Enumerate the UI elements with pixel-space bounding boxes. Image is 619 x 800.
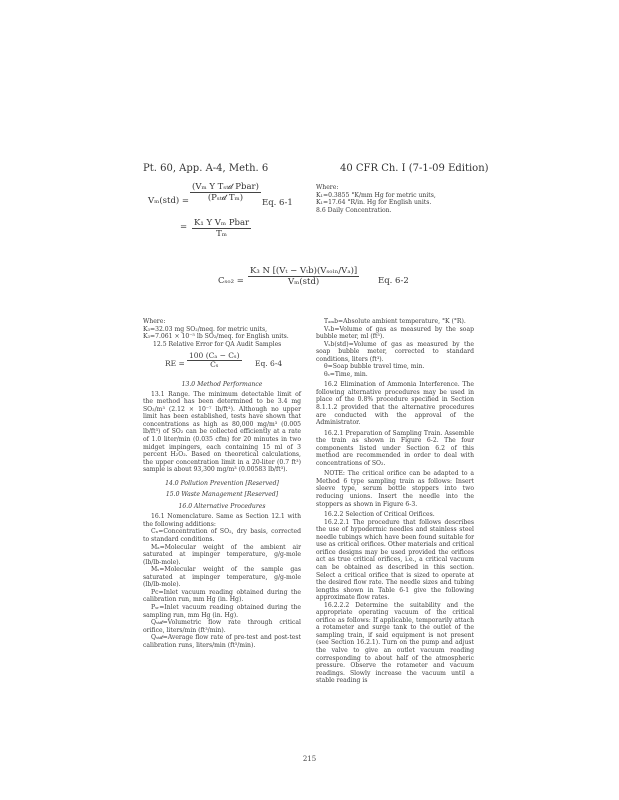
eq-6-2-num: K₃ N [(Vₜ − Vₜb)(Vₛₒₗₙ/Vₐ)] [250, 266, 358, 276]
eq-6-1-fraction-1 [190, 182, 261, 203]
section-16-heading: 16.0 Alternative Procedures [178, 502, 266, 510]
page-number: 215 [302, 755, 317, 763]
eq-6-1-den2: Tₘ [216, 229, 227, 239]
where-left-2: K₃=7.061 × 10⁻⁵ lb SO₂/meq. for English units. [143, 333, 289, 341]
eq-6-2-label: Eq. 6-2 [378, 276, 409, 286]
eq-6-2-lhs: Cₛₒ₂ = [218, 276, 244, 286]
equation-6-4 [143, 352, 301, 378]
note-critical-orifice: NOTE: The critical orifice can be adapted to a Method 6 type sampling train as follows: Insert sleeve type, serum bottle stoppers into two reducing unions. Insert the needle into the stoppers as shown in Figure 6-3. [316, 470, 474, 508]
nomenclature-qstd-avg: Qₛₜ𝒹=Average flow rate of pre-test and post-test calibration runs, liters/min (ft³/min). [143, 634, 301, 649]
eq-6-1-lhs: Vₘ(std) = [148, 196, 190, 206]
right-column [316, 318, 474, 685]
eq-6-4-den: Cₛ [210, 359, 219, 369]
section-16-2: 16.2 Elimination of Ammonia Interference. The following alternative procedures may be used in place of the 0.8% procedure specified in Section 8.1.1.2 provided that the alternative procedures are conducted with the approval of the Administrator. [316, 381, 474, 427]
section-16-1: 16.1 Nomenclature. Same as Section 12.1 with the following additions: [143, 513, 301, 528]
section-13-1: 13.1 Range. The minimum detectable limit of the method has been determined to be 3.4 mg SO₂/m³ (2.12 × 10⁻⁷ lb/ft³). Although no upper limit has been established, tests have shown that concentrations as high as 80,000 mg/m³ (0.005 lb/ft³) of SO₂ can be collected efficiently at a rate of 1.0 liter/min (0.035 cfm) for 20 minutes in two midget impingers, each containing 15 ml of 3 percent H₂O₂. Based on theoretical calculations, the upper concentration limit in a 20-liter (0.7 ft³) sample is about 93,300 mg/m³ (0.00583 lb/ft³). [143, 390, 301, 474]
equation-6-1: Vₘ(std) = (Vₘ Y Tₛₜ𝒹 Pbar) (Pₛₜ𝒹 Tₘ) = K₁ Y Vₘ Pbar Tₘ Eq. 6-1 [148, 182, 293, 239]
eq-6-2-fraction [248, 266, 359, 287]
nomenclature-cx: Cₓ=Concentration of SO₂, dry basis, corrected to standard conditions. [143, 528, 301, 544]
nomenclature-ma: Mₐ=Molecular weight of the ambient air saturated at impinger temperature, g/g-mole (lb/lb-mole). [143, 543, 301, 566]
left-column [143, 318, 301, 649]
nomenclature-psr: Pₛᵣ=Inlet vacuum reading obtained during the sampling run, mm Hg (in. Hg). [143, 603, 301, 619]
eq-6-1-num2: K₁ Y Vₘ Pbar [194, 218, 250, 228]
eq-6-4-fraction [187, 352, 242, 368]
where-left-1: K₃=32.03 mg SO₂/meq. for metric units, [143, 325, 268, 333]
eq-6-1-label: Eq. 6-1 [262, 198, 293, 208]
eq-6-2-den: Vₘ(std) [288, 277, 320, 287]
where-right-block [316, 184, 476, 214]
eq-6-4-label: Eq. 6-4 [255, 359, 283, 369]
section-14-heading: 14.0 Pollution Prevention [Reserved] [165, 479, 279, 487]
equation-6-2 [218, 266, 418, 298]
section-13-heading: 13.0 Method Performance [181, 381, 263, 389]
nomenclature-vsb: Vₛb=Volume of gas as measured by the soap bubble meter, ml (ft³). [316, 325, 474, 341]
where-right-3: 8.6 Daily Concentration. [316, 206, 392, 214]
eq-6-1-num1: (Vₘ Y Tₛₜ𝒹 Pbar) [192, 182, 259, 192]
nomenclature-theta: θ=Soap bubble travel time, min. [324, 363, 425, 371]
eq-6-4-num: 100 (Cₐ − Cₛ) [189, 351, 240, 361]
where-right-1: K₁=0.3855 °K/mm Hg for metric units, [316, 191, 436, 199]
where-right-0: Where: [316, 184, 339, 191]
section-16-2-2-1: 16.2.2.1 The procedure that follows describes the use of hypodermic needles and stainless steel needle tubings which have been found suitable for use as critical orifices. Other materials and critical orifice designs may be used provided the orifices act as true critical orifices, i.e., a critical vacuum can be obtained as described in this section. Select a critical orifice that is sized to operate at the desired flow rate. The needle sizes and tubing lengths shown in Table 6-1 give the following approximate flow rates. [316, 518, 474, 602]
where-left-3: 12.5 Relative Error for QA Audit Samples [153, 340, 282, 348]
eq-6-1-den1: (Pₛₜ𝒹 Tₘ) [207, 193, 244, 203]
nomenclature-ms: Mₛ=Molecular weight of the sample gas saturated at impinger temperature, g/g-mole (lb/lb-mole). [143, 566, 301, 589]
section-16-2-2: 16.2.2 Selection of Critical Orifices. [324, 511, 435, 519]
section-16-2-1: 16.2.1 Preparation of Sampling Train. Assemble the train as shown in Figure 6-2. The four components listed under Section 6.2 of this method are recommended in order to deal with concentrations of SO₂. [316, 429, 474, 467]
where-right-2: K₁=17.64 °R/in. Hg for English units. [316, 199, 432, 207]
nomenclature-pc: Pc=Inlet vacuum reading obtained during the calibration run, mm Hg (in. Hg). [143, 588, 301, 604]
nomenclature-vsb-std: Vₛb(std)=Volume of gas as measured by the soap bubble meter, corrected to standard conditions, liters (ft³). [316, 340, 474, 363]
section-15-heading: 15.0 Waste Management [Reserved] [165, 491, 279, 499]
header-left: Pt. 60, App. A-4, Meth. 6 [143, 163, 269, 174]
where-left-0: Where: [143, 318, 166, 325]
eq-6-1-fraction-2 [192, 218, 251, 239]
nomenclature-theta-s: θₛ=Time, min. [324, 370, 368, 378]
nomenclature-tamb: Tₐₘb=Absolute ambient temperature, °K (°R). [324, 318, 466, 325]
nomenclature-qstd: Qₛₜ𝒹=Volumetric flow rate through critical orifice, liters/min (ft³/min). [143, 619, 301, 634]
section-16-2-2-2: 16.2.2.2 Determine the suitability and the appropriate operating vacuum of the critical orifice as follows: If applicable, temporarily attach a rotameter and surge tank to the outlet of the sampling train, if said equipment is not present (see Section 16.2.1). Turn on the pump and adjust the valve to give an outlet vacuum reading corresponding to about half of the atmospheric pressure. Observe the rotameter and vacuum readings. Slowly increase the vacuum until a stable reading is [316, 601, 474, 685]
eq-6-4-lhs: RE = [165, 359, 185, 369]
header-right: 40 CFR Ch. I (7-1-09 Edition) [340, 163, 489, 174]
